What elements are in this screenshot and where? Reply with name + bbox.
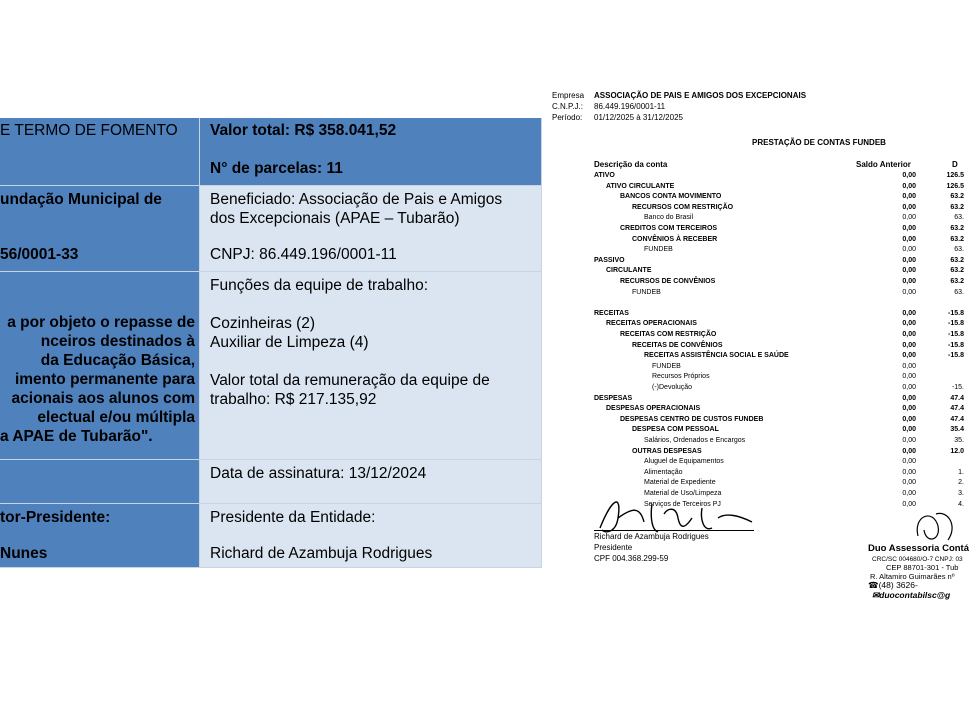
report-cnpj: 86.449.196/0001-11 — [594, 102, 666, 111]
report-row-value: 63.2 — [950, 225, 964, 232]
report-row-label: FUNDEB — [644, 246, 673, 254]
report-row-value: -15.8 — [948, 352, 964, 360]
report-row — [548, 288, 964, 299]
report-row-saldo: 0,00 — [902, 288, 916, 296]
report-row-value: 4. — [958, 500, 964, 508]
report-row-saldo: 0,00 — [902, 405, 916, 413]
report-row-label: CONVÊNIOS À RECEBER — [632, 235, 718, 243]
stamp-signature — [908, 506, 960, 546]
report-row — [548, 415, 964, 426]
report-row — [548, 404, 964, 415]
report-row-label: DESPESA COM PESSOAL — [632, 426, 719, 434]
report-row-saldo: 0,00 — [902, 278, 916, 285]
report-row-label: RECURSOS COM RESTRIÇÃO — [632, 203, 734, 211]
report-row — [548, 447, 964, 458]
report-row — [548, 351, 964, 362]
report-row-label: OUTRAS DESPESAS — [632, 447, 702, 455]
report-row-saldo: 0,00 — [902, 352, 916, 360]
report-row-label: Material de Expediente — [644, 479, 716, 487]
report-row-label: DESPESAS OPERACIONAIS — [606, 405, 701, 413]
report-row-saldo: 0,00 — [902, 256, 916, 264]
report-row — [548, 182, 964, 193]
signature-date: Data de assinatura: 13/12/2024 — [210, 465, 427, 482]
report-row-value: 63.2 — [950, 193, 964, 201]
report-row-label: DESPESAS — [594, 394, 633, 402]
report-row-value: 63. — [954, 288, 964, 296]
report-row-value: -15.8 — [948, 341, 964, 349]
report-row-saldo: 0,00 — [902, 490, 916, 497]
report-row-label: Material de Uso/Limpeza — [644, 490, 722, 497]
report-row-saldo: 0,00 — [902, 235, 916, 243]
report-row-value: 35. — [954, 437, 964, 444]
cnpj: CNPJ: 86.449.196/0001-11 — [210, 246, 397, 263]
signer-cpf: CPF 004.368.299-59 — [594, 554, 669, 563]
report-row-value: 63. — [954, 214, 964, 222]
report-row-saldo: 0,00 — [902, 437, 916, 444]
report-row-label: Alimentação — [644, 468, 683, 476]
report-row-saldo: 0,00 — [902, 331, 916, 338]
report-row — [548, 171, 964, 182]
report-row-saldo: 0,00 — [902, 246, 916, 254]
report-row-saldo: 0,00 — [902, 193, 916, 201]
report-row-label: RECEITAS ASSISTÊNCIA SOCIAL E SAÚDE — [644, 352, 789, 360]
report-row-saldo: 0,00 — [902, 468, 916, 476]
report-row-saldo: 0,00 — [902, 479, 916, 487]
report-row-label: RECEITAS OPERACIONAIS — [606, 320, 697, 328]
report-row — [548, 224, 964, 235]
report-row — [548, 203, 964, 214]
report-row-label: RECURSOS DE CONVÊNIOS — [620, 278, 716, 285]
report-row — [548, 341, 964, 352]
table-row-4-right — [200, 460, 542, 504]
report-row — [548, 256, 964, 267]
report-row-value: -15.8 — [948, 309, 964, 317]
report-row-value: 1. — [958, 468, 964, 476]
report-row — [548, 245, 964, 256]
report-row-label: FUNDEB — [652, 362, 681, 370]
report-row-value: 3. — [958, 490, 964, 497]
report-row — [548, 298, 960, 309]
report-row — [548, 457, 960, 468]
stamp-name: Duo Assessoria Contá — [868, 543, 969, 554]
report-row-value: 63. — [954, 246, 964, 254]
report-row-value: 63.2 — [950, 256, 964, 264]
report-row-saldo: 0,00 — [902, 362, 916, 370]
report-row-label: CREDITOS COM TERCEIROS — [620, 225, 718, 232]
table-row-1-left: E TERMO DE FOMENTO — [0, 118, 200, 186]
report-row-saldo: 0,00 — [902, 225, 916, 232]
table-row-2-right: Beneficiado: Associação de Pais e Amigos dos Excepcionais (APAE – Tubarão) CNPJ: 86.449.196/0001-11 — [200, 186, 542, 272]
report-row-saldo: 0,00 — [902, 309, 916, 317]
stamp-email: ✉duocontabilsc@g — [872, 590, 951, 600]
beneficiary: Beneficiado: Associação de Pais e Amigos — [210, 191, 503, 208]
report-row-saldo: 0,00 — [902, 500, 916, 508]
report-row-value: -15.8 — [948, 331, 964, 338]
report-row-saldo: 0,00 — [902, 426, 916, 434]
report-row — [548, 383, 964, 394]
report-row-saldo: 0,00 — [902, 214, 916, 222]
report-row — [548, 425, 964, 436]
empresa-label: Empresa — [552, 91, 585, 100]
total-value: Valor total: R$ 358.041,52 — [210, 122, 397, 139]
report-row-value: 63.2 — [950, 278, 964, 285]
signature-line — [594, 530, 754, 531]
report-row — [548, 309, 964, 320]
report-row-value: 35.4 — [950, 426, 964, 434]
report-row-value: 63.2 — [950, 267, 964, 275]
report-row-value: 126.5 — [946, 172, 964, 179]
report-row-label: Recursos Próprios — [652, 373, 710, 381]
report-row-label: RECEITAS DE CONVÊNIOS — [632, 341, 723, 349]
report-row-label: DESPESAS CENTRO DE CUSTOS FUNDEB — [620, 415, 764, 423]
installments: N° de parcelas: 11 — [210, 160, 343, 177]
report-row-saldo: 0,00 — [902, 172, 916, 179]
report-row — [548, 235, 964, 246]
empresa-name: ASSOCIAÇÃO DE PAIS E AMIGOS DOS EXCEPCIONAIS — [594, 91, 807, 100]
report-row — [548, 266, 964, 277]
report-row-label: CIRCULANTE — [606, 267, 652, 275]
report-row-value: 126.5 — [946, 182, 964, 190]
table-row-3-left: a por objeto o repasse de nceiros destinados à da Educação Básica, imento permanente para acionais aos alunos com electual e/ou múltipla a APAE de Tubarão". — [0, 272, 200, 460]
report-row-value: -15.8 — [948, 320, 964, 328]
report-row-value: 63.2 — [950, 203, 964, 211]
report-row-label: RECEITAS COM RESTRIÇÃO — [620, 331, 717, 338]
report-row-saldo: 0,00 — [902, 384, 916, 391]
report-row — [548, 213, 964, 224]
signer-name: Richard de Azambuja Rodrigues — [594, 532, 709, 541]
report-row-label: ATIVO — [594, 172, 615, 179]
table-row-1-right — [200, 118, 542, 186]
report-row — [548, 372, 960, 383]
report-row-value: 2. — [958, 479, 964, 487]
report-row — [548, 436, 964, 447]
report-row-label: Aluguel de Equipamentos — [644, 458, 724, 466]
mail-icon: ✉ — [872, 590, 880, 600]
report-row-label: PASSIVO — [594, 256, 625, 264]
report-row-label: Banco do Brasil — [644, 214, 694, 222]
report-row-label: Serviços de Terceiros PJ — [644, 500, 721, 508]
table-row-5-right: Presidente da Entidade: Richard de Azambuja Rodrigues — [200, 504, 542, 568]
report-row-value: 63.2 — [950, 235, 964, 243]
report-row-saldo: 0,00 — [902, 373, 916, 381]
phone-icon: ☎ — [868, 580, 879, 590]
report-row-value: 47.4 — [950, 394, 964, 402]
report-row — [548, 192, 964, 203]
report-row-saldo: 0,00 — [902, 447, 916, 455]
president-name: Richard de Azambuja Rodrigues — [210, 545, 433, 562]
report-row-label: (-)Devolução — [652, 384, 693, 391]
report-row-label: BANCOS CONTA MOVIMENTO — [620, 193, 722, 201]
report-row-saldo: 0,00 — [902, 458, 916, 466]
table-row-4-left — [0, 460, 200, 504]
report-row-saldo: 0,00 — [902, 182, 916, 190]
report-row-value: 47.4 — [950, 415, 964, 423]
report-row-label: RECEITAS — [594, 309, 629, 317]
report-row-saldo: 0,00 — [902, 341, 916, 349]
report-row-label: FUNDEB — [632, 288, 661, 296]
table-row-2-left: undação Municipal de 56/0001-33 — [0, 186, 200, 272]
accounting-report: Empresa ASSOCIAÇÃO DE PAIS E AMIGOS DOS EXCEPCIONAIS C.N.P.J.: 86.449.196/0001-11 Período: 01/12/2025 à 31/12/2025 PRESTAÇÃO DE CONTAS FUNDEB Descrição da conta Saldo Anterior D ATIVO 0,00 126.5 ATIVO CIRCULANTE 0,00 126.5 BANCOS CONTA MOVIMENTO 0,00 63.2 RECURSOS COM RESTRIÇÃO 0,00 63.2 Banco do Brasil 0,00 63. CREDITOS COM TERCEIROS 0,00 63.2 CONVÊNIOS À RECEBER 0,00 63.2 FUNDEB 0,00 63. PASSIVO 0,00 63.2 CIRCULANTE 0,00 63.2 RECURSOS DE CONVÊNIOS 0,00 63.2 FUNDEB 0,00 63. RECEITAS 0,00 -15.8 RECEITAS OPERACIONAIS 0,00 -15.8 RECEITAS COM RESTRIÇÃO 0,00 -15.8 RECEITAS DE CONVÊNIOS 0,00 -15.8 RECEITAS ASSISTÊNCIA SOCIAL E SAÚDE 0,00 -15.8 FUNDEB 0,00 Recursos Próprios 0,00 (-)Devolução 0,00 -15. DESPESAS 0,00 47.4 DESPESAS OPERACIONAIS 0,00 47.4 DESPESAS CENTRO DE CUSTOS FUNDEB 0,00 47.4 DESPESA COM PESSOAL 0,00 35.4 Salários, Ordenados e Encargos 0,00 35. OUTRAS DESPESAS 0,00 12.0 Aluguel de Equipamentos 0,00 Alimentação 0,00 1. Material de Expediente 0,00 2. Material de Uso/Limpeza 0,00 3. Serviços de Terceiros PJ 0,00 4. Richard de Azambuja Rodrigues Presidente CPF 004.368.299-59 Duo Assessoria Contá CRC/SC 004680/O-7 CNPJ: 03 CEP 88701-301 - Tub R. Altamiro Guimarães nº ☎(48) 3626- ✉duocontabilsc@g — [548, 88, 960, 608]
report-row — [548, 468, 964, 479]
fomento-table — [0, 118, 542, 568]
stamp-phone: ☎(48) 3626- — [868, 580, 918, 590]
report-row — [548, 277, 964, 288]
table-row-5-left: tor-Presidente: Nunes — [0, 504, 200, 568]
table-row-3-right: Funções da equipe de trabalho: Cozinheiras (2) Auxiliar de Limpeza (4) Valor total da remuneração da equipe de trabalho: R$ 217.135,92 — [200, 272, 542, 460]
report-row — [548, 319, 964, 330]
report-row-saldo: 0,00 — [902, 203, 916, 211]
report-row — [548, 330, 964, 341]
report-row-value: 12.0 — [950, 447, 964, 455]
report-row — [548, 362, 960, 373]
report-row-label: ATIVO CIRCULANTE — [606, 182, 675, 190]
report-row-saldo: 0,00 — [902, 267, 916, 275]
report-title: PRESTAÇÃO DE CONTAS FUNDEB — [752, 138, 886, 147]
report-row-label: Salários, Ordenados e Encargos — [644, 437, 746, 444]
report-row-value: 47.4 — [950, 405, 964, 413]
report-row-value: -15. — [951, 384, 964, 391]
report-row-saldo: 0,00 — [902, 320, 916, 328]
report-row-saldo: 0,00 — [902, 415, 916, 423]
report-period: 01/12/2025 à 31/12/2025 — [594, 113, 683, 122]
report-row — [548, 394, 964, 405]
report-row-saldo: 0,00 — [902, 394, 916, 402]
